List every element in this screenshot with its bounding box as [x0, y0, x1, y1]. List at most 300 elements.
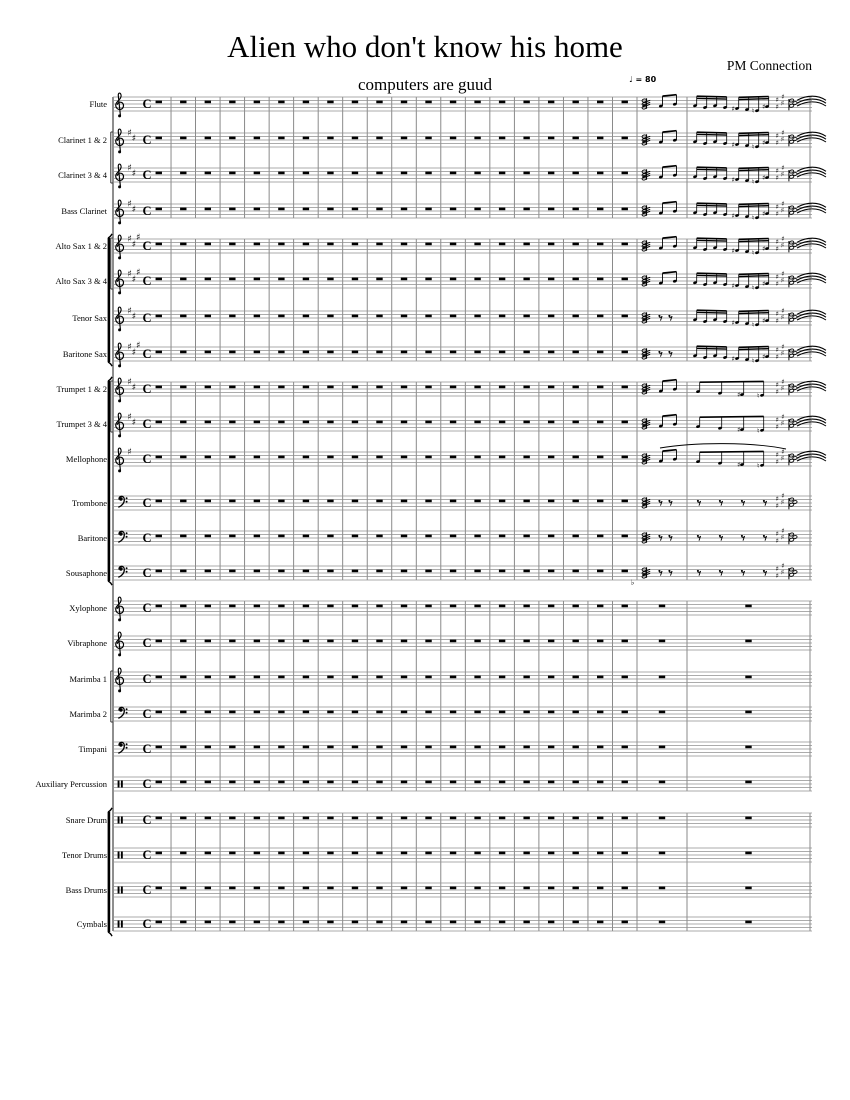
whole-rest — [622, 640, 628, 643]
staff-row-20 — [113, 813, 812, 827]
instrument-label-0: Flute — [89, 99, 107, 109]
tie — [797, 241, 826, 245]
tie — [797, 135, 826, 139]
whole-rest — [352, 852, 358, 855]
whole-rest — [352, 887, 358, 890]
whole-rest — [205, 746, 211, 749]
whole-rest — [659, 640, 665, 643]
sharp-icon: ♯ — [127, 447, 132, 458]
whole-rest — [278, 781, 284, 784]
instrument-label-22: Bass Drums — [65, 885, 107, 895]
common-time-signature: C — [142, 452, 152, 467]
whole-rest — [450, 456, 456, 459]
whole-rest — [180, 278, 186, 281]
whole-rest — [474, 500, 480, 503]
common-time-signature: C — [142, 311, 152, 326]
sharp-icon: ♯ — [136, 340, 141, 351]
whole-rest — [572, 817, 578, 820]
common-time-signature: C — [142, 496, 152, 511]
whole-rest — [499, 746, 505, 749]
whole-rest — [450, 315, 456, 318]
whole-rest — [352, 817, 358, 820]
whole-rest — [597, 817, 603, 820]
sharp-icon: ♯ — [762, 245, 766, 254]
line — [663, 202, 677, 203]
whole-rest — [327, 781, 333, 784]
whole-rest — [548, 386, 554, 389]
sharp-icon: ♯ — [775, 423, 779, 432]
whole-rest — [278, 570, 284, 573]
common-time-signature: C — [142, 417, 152, 432]
whole-rest — [548, 781, 554, 784]
whole-rest — [548, 676, 554, 679]
tied-final-chord — [776, 235, 827, 253]
common-time-signature: C — [142, 274, 152, 289]
composer-credit: PM Connection — [726, 58, 812, 73]
whole-rest — [278, 817, 284, 820]
whole-rest — [474, 243, 480, 246]
sharp-icon: ♯ — [775, 388, 779, 397]
whole-rest — [450, 535, 456, 538]
whole-rest — [376, 781, 382, 784]
instrument-label-8: Trumpet 1 & 2 — [56, 384, 107, 394]
staff-row-13 — [113, 562, 812, 587]
whole-rest — [401, 278, 407, 281]
common-time-signature: C — [142, 239, 152, 254]
sharp-icon: ♯ — [780, 206, 785, 215]
whole-rest — [401, 781, 407, 784]
whole-rest — [156, 817, 162, 820]
whole-rest — [597, 172, 603, 175]
whole-rest — [450, 500, 456, 503]
whole-rest — [597, 535, 603, 538]
whole-rest — [205, 640, 211, 643]
whole-rest — [499, 921, 505, 924]
whole-rest — [450, 711, 456, 714]
whole-rest — [622, 535, 628, 538]
whole-rest — [572, 456, 578, 459]
whole-rest — [327, 570, 333, 573]
whole-rest — [425, 351, 431, 354]
staff-row-17 — [113, 707, 812, 721]
whole-rest — [205, 351, 211, 354]
whole-rest — [523, 386, 529, 389]
whole-rest — [548, 887, 554, 890]
whole-rest — [622, 781, 628, 784]
tied-final-chord — [776, 492, 798, 510]
whole-rest — [180, 887, 186, 890]
line — [697, 238, 727, 239]
whole-rest — [352, 101, 358, 104]
whole-rest — [229, 605, 235, 608]
tie — [797, 99, 826, 103]
sharp-icon: ♯ — [762, 103, 766, 112]
whole-rest — [254, 921, 260, 924]
whole-rest — [254, 208, 260, 211]
whole-rest — [278, 208, 284, 211]
line — [697, 346, 727, 347]
staff-row-23 — [113, 917, 812, 931]
sharp-icon: ♯ — [781, 199, 785, 208]
whole-rest — [229, 456, 235, 459]
whole-rest — [572, 243, 578, 246]
whole-rest — [450, 817, 456, 820]
whole-rest — [622, 315, 628, 318]
whole-rest — [745, 746, 751, 749]
whole-rest — [597, 852, 603, 855]
line — [739, 204, 769, 205]
whole-rest — [523, 817, 529, 820]
bass-clef-icon — [118, 566, 127, 577]
sharp-icon: ♯ — [781, 491, 785, 500]
natural-icon: ♮ — [751, 107, 755, 116]
whole-rest — [254, 172, 260, 175]
tie — [797, 276, 826, 280]
whole-rest — [327, 137, 333, 140]
sharp-icon: ♯ — [731, 141, 735, 149]
whole-rest — [597, 746, 603, 749]
whole-rest — [278, 921, 284, 924]
whole-rest — [229, 386, 235, 389]
sharp-icon: ♯ — [781, 561, 785, 570]
line — [663, 237, 677, 238]
whole-rest — [622, 711, 628, 714]
sharp-icon: ♯ — [780, 349, 785, 358]
whole-rest — [622, 817, 628, 820]
whole-rest — [352, 535, 358, 538]
line — [663, 131, 677, 132]
whole-rest — [352, 921, 358, 924]
sharp-icon: ♯ — [781, 128, 785, 137]
whole-rest — [303, 921, 309, 924]
whole-rest — [303, 500, 309, 503]
whole-rest — [205, 570, 211, 573]
whole-rest — [523, 500, 529, 503]
line — [697, 132, 727, 133]
whole-rest — [254, 887, 260, 890]
whole-rest — [254, 640, 260, 643]
natural-icon: ♮ — [751, 357, 755, 366]
instrument-label-11: Trombone — [71, 498, 107, 508]
whole-rest — [327, 887, 333, 890]
sharp-icon: ♯ — [780, 241, 785, 250]
whole-rest — [659, 852, 665, 855]
sharp-icon: ♯ — [780, 135, 785, 144]
line — [739, 135, 769, 136]
whole-rest — [622, 570, 628, 573]
whole-rest — [327, 921, 333, 924]
whole-rest — [425, 817, 431, 820]
whole-rest — [352, 605, 358, 608]
whole-rest — [352, 781, 358, 784]
sharp-icon: ♯ — [775, 353, 779, 362]
whole-rest — [425, 605, 431, 608]
key-signature — [128, 378, 137, 393]
whole-rest — [156, 315, 162, 318]
whole-rest — [327, 315, 333, 318]
whole-rest — [229, 278, 235, 281]
whole-rest — [572, 746, 578, 749]
whole-rest — [278, 101, 284, 104]
whole-rest — [205, 500, 211, 503]
sharp-icon: ♯ — [781, 526, 785, 535]
whole-rest — [745, 711, 751, 714]
whole-rest — [499, 500, 505, 503]
whole-rest — [205, 535, 211, 538]
line — [697, 134, 727, 135]
whole-rest — [499, 315, 505, 318]
whole-rest — [156, 500, 162, 503]
whole-rest — [205, 781, 211, 784]
whole-rest — [523, 456, 529, 459]
whole-rest — [278, 351, 284, 354]
whole-rest — [572, 351, 578, 354]
whole-rest — [523, 351, 529, 354]
whole-rest — [278, 386, 284, 389]
line — [700, 381, 764, 382]
whole-rest — [597, 208, 603, 211]
whole-rest — [659, 605, 665, 608]
whole-rest — [572, 137, 578, 140]
whole-rest — [303, 605, 309, 608]
whole-rest — [425, 421, 431, 424]
whole-rest — [425, 570, 431, 573]
key-signature — [128, 448, 132, 458]
whole-rest — [523, 101, 529, 104]
whole-rest — [327, 208, 333, 211]
whole-rest — [548, 817, 554, 820]
whole-rest — [572, 570, 578, 573]
whole-rest — [180, 315, 186, 318]
line — [663, 272, 677, 273]
whole-rest — [254, 535, 260, 538]
natural-icon: ♮ — [757, 426, 760, 435]
whole-rest — [352, 676, 358, 679]
whole-rest — [597, 500, 603, 503]
sharp-icon: ♯ — [127, 342, 132, 353]
whole-rest — [474, 456, 480, 459]
sharp-icon: ♯ — [780, 498, 785, 507]
whole-rest — [597, 421, 603, 424]
tied-final-chord — [776, 307, 827, 325]
whole-rest — [180, 570, 186, 573]
common-time-signature: C — [142, 566, 152, 581]
whole-rest — [180, 137, 186, 140]
whole-rest — [303, 137, 309, 140]
whole-rest — [499, 711, 505, 714]
whole-rest — [523, 605, 529, 608]
instrument-label-5: Alto Sax 3 & 4 — [55, 276, 107, 286]
whole-rest — [425, 101, 431, 104]
whole-rest — [229, 676, 235, 679]
sharp-icon: ♯ — [775, 280, 779, 289]
whole-rest — [180, 172, 186, 175]
whole-rest — [180, 500, 186, 503]
whole-rest — [156, 746, 162, 749]
whole-rest — [229, 887, 235, 890]
tied-final-chord — [776, 378, 827, 396]
sharp-icon: ♯ — [775, 565, 779, 574]
whole-rest — [450, 640, 456, 643]
whole-rest — [180, 421, 186, 424]
line — [663, 450, 677, 451]
common-time-signature: C — [142, 707, 152, 722]
whole-rest — [523, 208, 529, 211]
whole-rest — [303, 852, 309, 855]
whole-rest — [622, 500, 628, 503]
line — [739, 239, 769, 240]
natural-icon: ♮ — [757, 391, 760, 400]
whole-rest — [254, 500, 260, 503]
staff-row-14 — [113, 597, 812, 621]
whole-rest — [548, 570, 554, 573]
whole-rest — [450, 243, 456, 246]
whole-rest — [572, 500, 578, 503]
sharp-icon: ♯ — [131, 274, 137, 285]
sharp-icon: ♯ — [775, 238, 779, 247]
whole-rest — [180, 101, 186, 104]
whole-rest — [156, 386, 162, 389]
whole-rest — [523, 315, 529, 318]
whole-rest — [474, 852, 480, 855]
whole-rest — [303, 351, 309, 354]
whole-rest — [156, 172, 162, 175]
whole-rest — [352, 386, 358, 389]
whole-rest — [597, 711, 603, 714]
whole-rest — [622, 351, 628, 354]
whole-rest — [254, 243, 260, 246]
whole-rest — [180, 243, 186, 246]
whole-rest — [572, 386, 578, 389]
whole-rest — [376, 456, 382, 459]
sharp-icon: ♯ — [131, 168, 137, 179]
whole-rest — [622, 887, 628, 890]
whole-rest — [450, 278, 456, 281]
line — [739, 99, 769, 100]
whole-rest — [180, 921, 186, 924]
tie — [797, 384, 826, 388]
line — [739, 313, 769, 314]
whole-rest — [180, 676, 186, 679]
whole-rest — [523, 640, 529, 643]
whole-rest — [401, 243, 407, 246]
sharp-icon: ♯ — [131, 133, 137, 144]
whole-rest — [229, 711, 235, 714]
sharp-icon: ♯ — [780, 384, 785, 393]
whole-rest — [229, 817, 235, 820]
tied-final-chord — [776, 527, 798, 545]
whole-rest — [401, 921, 407, 924]
whole-rest — [622, 172, 628, 175]
whole-rest — [474, 711, 480, 714]
key-signature — [128, 233, 141, 250]
whole-rest — [474, 817, 480, 820]
whole-rest — [303, 456, 309, 459]
whole-rest — [254, 711, 260, 714]
whole-rest — [278, 887, 284, 890]
staff-row-11 — [113, 492, 812, 510]
sharp-icon: ♯ — [775, 174, 779, 183]
sharp-icon: ♯ — [780, 170, 785, 179]
sharp-icon: ♯ — [127, 412, 132, 423]
instrument-label-19: Auxiliary Percussion — [35, 779, 107, 789]
whole-rest — [401, 570, 407, 573]
whole-rest — [278, 605, 284, 608]
whole-rest — [352, 456, 358, 459]
whole-rest — [205, 172, 211, 175]
whole-rest — [376, 570, 382, 573]
line — [697, 312, 727, 313]
whole-rest — [401, 535, 407, 538]
whole-rest — [548, 456, 554, 459]
whole-rest — [180, 852, 186, 855]
whole-rest — [499, 640, 505, 643]
whole-rest — [205, 921, 211, 924]
sharp-icon: ♯ — [131, 382, 137, 393]
whole-rest — [548, 640, 554, 643]
whole-rest — [523, 887, 529, 890]
whole-rest — [401, 315, 407, 318]
whole-rest — [401, 101, 407, 104]
whole-rest — [278, 172, 284, 175]
key-signature — [128, 164, 137, 179]
staff-row-16 — [113, 668, 812, 692]
whole-rest — [352, 351, 358, 354]
whole-rest — [450, 386, 456, 389]
whole-rest — [401, 137, 407, 140]
instrument-label-6: Tenor Sax — [72, 313, 107, 323]
whole-rest — [597, 315, 603, 318]
whole-rest — [205, 243, 211, 246]
line — [663, 95, 677, 96]
sharp-icon: ♯ — [775, 502, 779, 511]
bass-clef-icon — [118, 707, 127, 718]
whole-rest — [327, 817, 333, 820]
natural-icon: ♮ — [751, 321, 755, 330]
whole-rest — [597, 605, 603, 608]
whole-rest — [523, 421, 529, 424]
whole-rest — [376, 887, 382, 890]
whole-rest — [499, 676, 505, 679]
key-signature — [128, 341, 141, 358]
whole-rest — [548, 852, 554, 855]
sharp-icon: ♯ — [775, 530, 779, 539]
whole-rest — [450, 605, 456, 608]
sharp-icon: ♯ — [731, 247, 735, 255]
common-time-signature: C — [142, 133, 152, 148]
whole-rest — [745, 817, 751, 820]
whole-rest — [523, 852, 529, 855]
whole-rest — [572, 535, 578, 538]
sharp-icon: ♯ — [762, 139, 766, 148]
whole-rest — [548, 101, 554, 104]
sharp-icon: ♯ — [131, 204, 137, 215]
whole-rest — [622, 456, 628, 459]
whole-rest — [622, 386, 628, 389]
sharp-icon: ♯ — [762, 317, 766, 326]
whole-rest — [659, 817, 665, 820]
whole-rest — [205, 315, 211, 318]
whole-rest — [254, 852, 260, 855]
whole-rest — [327, 172, 333, 175]
sharp-icon: ♯ — [731, 355, 735, 363]
whole-rest — [450, 676, 456, 679]
whole-rest — [597, 676, 603, 679]
whole-rest — [278, 640, 284, 643]
whole-rest — [229, 746, 235, 749]
whole-rest — [303, 172, 309, 175]
whole-rest — [474, 315, 480, 318]
